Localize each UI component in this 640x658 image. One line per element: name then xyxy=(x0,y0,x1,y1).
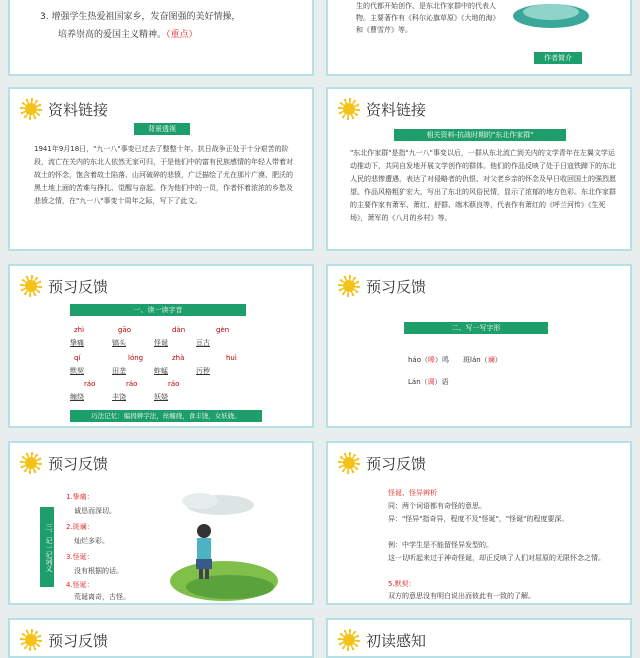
word: 亘古 xyxy=(196,339,210,347)
distinction-heading: 5.默契： xyxy=(388,580,416,588)
word: 丰饶 xyxy=(112,393,126,401)
pinyin: zhà xyxy=(172,354,185,362)
sun-icon xyxy=(338,275,360,297)
distinction-text: 这一切听起来过于神奇怪诞，却正反映了人们对屈原的无限怀念之情。 xyxy=(388,554,605,562)
slide-material-1[interactable] xyxy=(8,87,314,251)
slide-title: 预习反馈 xyxy=(366,277,427,296)
slide-feedback-4[interactable] xyxy=(8,618,314,658)
distinction-text: 同：两个词语都有奇怪的意思。 xyxy=(388,502,486,510)
slide-title: 预习反馈 xyxy=(48,631,109,650)
slide-first-reading[interactable] xyxy=(326,618,632,658)
slide-author[interactable] xyxy=(326,0,632,76)
word: 妖娆 xyxy=(154,393,168,401)
slide-header xyxy=(20,628,108,652)
writers-tag: 相关资料-抗战时期的"东北作家群" xyxy=(394,129,566,141)
girl-illustration xyxy=(160,489,276,599)
word: 蚱蜢 xyxy=(154,367,168,375)
slide-header xyxy=(338,97,426,121)
pinyin: gèn xyxy=(216,326,230,334)
slide-header xyxy=(338,628,426,652)
sun-icon xyxy=(20,98,42,120)
word: 镐头 xyxy=(112,339,126,347)
slide-title: 初读感知 xyxy=(366,631,427,650)
pinyin: ráo xyxy=(126,380,138,388)
vocab-key: 4.怪诞： xyxy=(66,581,94,589)
vocab-key: 1.挚痛： xyxy=(66,493,94,501)
distinction-text: 例：中学生是不能留怪异发型的。 xyxy=(388,541,493,549)
pinyin: zhì xyxy=(74,326,85,334)
vocab-tag: 三、记一记词义 xyxy=(40,507,54,587)
word: 田垄 xyxy=(112,367,126,375)
pinyin: qí xyxy=(74,354,81,362)
vocab-key: 2.斑斓： xyxy=(66,523,94,531)
pinyin: dàn xyxy=(172,326,186,334)
word: 怪诞 xyxy=(154,339,168,347)
pinyin: ráo xyxy=(168,380,180,388)
sun-icon xyxy=(338,452,360,474)
slide-header xyxy=(20,274,108,298)
writing-line-1: háo（嗥）鸣 斑lán（斓） xyxy=(408,356,502,364)
author-text: 生的代都开始创作，是东北作家群中的代表人物。主要著作有《科尔沁旗草原》《大地的海》和《曹雪芹》等。 xyxy=(356,2,500,34)
slide-title: 资料链接 xyxy=(48,100,109,119)
slide-header xyxy=(338,274,426,298)
slide-header xyxy=(20,97,108,121)
slide-writing[interactable] xyxy=(326,264,632,428)
sun-icon xyxy=(20,275,42,297)
distinction-heading: 怪诞、怪异辨析 xyxy=(388,489,437,497)
slide-pronunciation[interactable] xyxy=(8,264,314,428)
word: 默契 xyxy=(70,367,84,375)
sun-icon xyxy=(338,98,360,120)
goal-line-1: 3. 增强学生热爱祖国家乡，发奋图强的美好情操， xyxy=(40,12,241,22)
sun-icon xyxy=(20,452,42,474)
vocab-value: 诚恳而深切。 xyxy=(74,507,116,515)
pronunciation-tag: 一、读一读字音 xyxy=(70,304,246,316)
pinyin: lóng xyxy=(128,354,144,362)
vocab-value: 灿烂多彩。 xyxy=(74,537,109,545)
slide-title: 预习反馈 xyxy=(48,454,109,473)
slide-vocabulary[interactable] xyxy=(8,441,314,605)
distinction-text: 异："怪异"指奇异，程度不及"怪诞"，"怪诞"的程度要深。 xyxy=(388,515,569,523)
word: 挚痛 xyxy=(70,339,84,347)
slide-material-2[interactable] xyxy=(326,87,632,251)
writers-body: "东北作家群"是指"九一八"事变以后，一群从东北流亡到关内的文学青年在左翼文学运动推动下，共同自发地开展文学创作的群体。他们的作品反映了处于日寇铁蹄下的东北人民的悲惨遭遇，表达了对侵略者的仇恨、对父老乡亲的怀念及早日收回国土的强烈愿望。作品风格粗犷宏大，写出了东北的风俗民情，显示了浓郁的地方色彩。东北作家群的主要作家有萧军、萧红、舒群、端木蕻良等，代表作有萧红的《呼兰河传》《生死场》，萧军的《八月的乡村》等。 xyxy=(350,149,616,222)
word: 缠绕 xyxy=(70,393,84,401)
slide-distinction[interactable] xyxy=(326,441,632,605)
writing-line-2: Lán（调）语 xyxy=(408,378,449,386)
pinyin: ráo xyxy=(84,380,96,388)
vocab-value: 没有根据的话。 xyxy=(74,567,123,575)
slide-header xyxy=(20,451,108,475)
memory-tip: 巧法记忆：编拇辨字法，丝缠绕，食丰饶，女妖娆。 xyxy=(70,410,262,422)
slide-title: 资料链接 xyxy=(366,100,427,119)
distinction-text: 双方的意思没有明白说出而彼此有一致的了解。 xyxy=(388,592,535,600)
author-illustration xyxy=(506,0,596,40)
background-body: 1941年9月18日，"九一八"事变已过去了整整十年。抗日战争正处于十分艰苦的阶段，流亡在关内的东北人依然无家可归，于是他们中的富有民族感情的年轻人带着对故土的怀念，饱含着故土陷落、山河破碎的悲愤，广泛描绘了尤在那片广漠、肥沃的黑土地上面的苦难与挣扎、觉醒与奋起。作为他们中的一员，作者怀着浓浓的乡愁及悲愤之情，在"九一八"事变十周年之际，写下了此文。 xyxy=(34,145,293,205)
slide-goal[interactable] xyxy=(8,0,314,76)
background-tag: 背景透视 xyxy=(134,123,190,135)
author-tag: 作者简介 xyxy=(534,52,582,64)
pinyin: gāo xyxy=(118,326,132,334)
goal-line-2: 培养崇高的爱国主义精神。（重点） xyxy=(58,30,198,40)
slide-header xyxy=(338,451,426,475)
word: 污秽 xyxy=(196,367,210,375)
sun-icon xyxy=(20,629,42,651)
slide-title: 预习反馈 xyxy=(366,454,427,473)
sun-icon xyxy=(338,629,360,651)
vocab-value: 荒诞离奇，古怪。 xyxy=(74,593,130,601)
writing-tag: 二、写一写字形 xyxy=(404,322,548,334)
pinyin: huì xyxy=(226,354,237,362)
slide-title: 预习反馈 xyxy=(48,277,109,296)
vocab-key: 3.怪诞： xyxy=(66,553,94,561)
